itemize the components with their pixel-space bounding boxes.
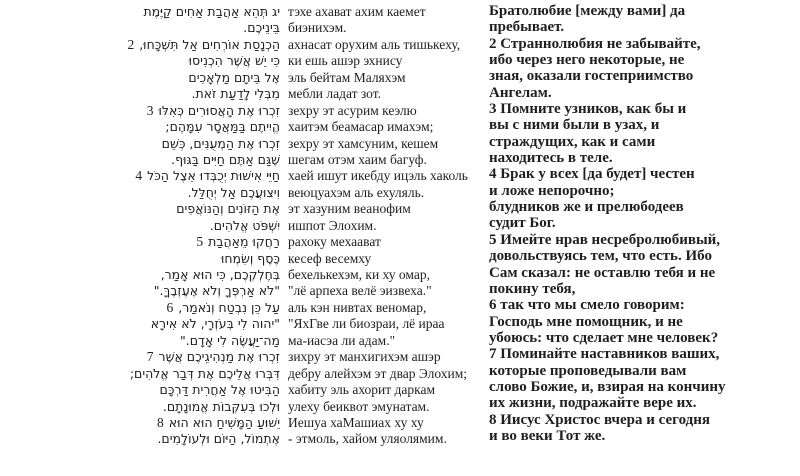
hebrew-text: יִשְׁפֹּט אֱלֹהִים.: [209, 217, 280, 233]
russian-line: убоюсь: что сделает мне человек?: [489, 329, 719, 346]
hebrew-line: [0, 152, 280, 168]
hebrew-line: [0, 168, 280, 184]
hebrew-text: יֵשׁוּעַ הַמָּשִׁיחַ הוּא הוּא: [168, 414, 280, 430]
russian-line: и во веки Тот же.: [489, 427, 606, 444]
transliteration-text: шегам отэм хаим багуф.: [288, 151, 427, 167]
hebrew-text: רַחֲקוּ מֵאַהֲבַת: [208, 234, 280, 250]
interlinear-row: [0, 316, 486, 332]
russian-line: Ангелам.: [489, 84, 552, 101]
transliteration-text: Иешуа хаМашиах ху ху: [288, 414, 424, 430]
transliteration-text: улеху беиквот эмунатам.: [288, 398, 430, 414]
hebrew-text: הַכְנָסַת אוֹרְחִים אַל תִּשְׁכָּחוּ,: [139, 36, 280, 52]
russian-line: 6 так что мы смело говорим:: [489, 297, 685, 314]
verse-number: 8: [156, 414, 164, 430]
hebrew-line: [0, 185, 280, 201]
hebrew-text: הַבִּיטוּ אֶל אַחֲרִית דַּרְכָּם: [159, 382, 280, 398]
hebrew-line: [0, 136, 280, 152]
russian-line: 8 Иисус Христос вчера и сегодня: [489, 411, 711, 428]
transliteration-text: зехру эт асурим кеэлю: [288, 102, 417, 118]
interlinear-row: [0, 152, 486, 168]
hebrew-text: עַל כֵּן נִבְטַח וְנֹאמַר,: [178, 299, 280, 315]
transliteration-text: бехелькехэм, ки ху омар,: [288, 267, 430, 282]
hebrew-text: וּלְכוּ בְּעִקְּבוֹת אֱמוּנָתָם.: [162, 398, 280, 414]
hebrew-text: "יהוה לִי בְּעֹזְרָי, לֹא אִירָא: [150, 316, 280, 332]
interlinear-row: [0, 251, 486, 267]
transliteration-text: "лё арпеха велё эизвеха.": [288, 283, 432, 299]
hebrew-line: [0, 119, 280, 135]
transliteration-text: хабиту эль ахорит даркам: [288, 382, 436, 398]
transliteration-text: эт хазуним веанофим: [288, 201, 411, 217]
transliteration-text: биэнихэм.: [288, 20, 347, 36]
interlinear-row: [0, 136, 486, 152]
transliteration-text: кесеф весемху: [288, 250, 372, 266]
verse-number: 3: [146, 102, 154, 118]
interlinear-row: [0, 399, 486, 415]
hebrew-line: [0, 251, 280, 267]
hebrew-text: זִכְרוּ אֶת הַמְעֻנִּים, כְּשֵׁם: [161, 135, 280, 151]
interlinear-row: [0, 300, 486, 316]
transliteration-text: - этмоль, хайом уляолямим.: [288, 431, 447, 447]
hebrew-line: [0, 234, 280, 250]
russian-line: 7 Поминайте наставников ваших,: [489, 346, 720, 363]
hebrew-line: [0, 399, 280, 415]
hebrew-line: [0, 366, 280, 382]
interlinear-row: [0, 382, 486, 398]
hebrew-line: [0, 103, 280, 119]
russian-translation-block: [489, 3, 800, 444]
hebrew-text: מִבְּלִי לָדַעַת זֹאת.: [191, 86, 280, 102]
transliteration-text: зехру эт хамсуним, кешем: [288, 135, 439, 151]
hebrew-text: בֵּינֵיכֶם.: [243, 20, 280, 36]
hebrew-text: אֶת הַזּוֹנִים וְהַנּוֹאֲפִים: [176, 201, 280, 217]
interlinear-row: [0, 415, 486, 431]
transliteration-text: ишпот Элохим.: [288, 217, 377, 233]
interlinear-row: [0, 20, 486, 36]
russian-line: судит Бог.: [489, 215, 556, 232]
russian-line: вы с ними были в узах, и: [489, 117, 660, 134]
russian-line: их жизни, подражайте вере их.: [489, 395, 697, 412]
interlinear-row: [0, 267, 486, 283]
hebrew-line: [0, 267, 280, 283]
hebrew-text: כֶּסֶף וְשִׂמְחוּ: [220, 250, 280, 266]
russian-line: пребывает.: [489, 19, 565, 36]
hebrew-text: אֶתְמוֹל, הַיּוֹם וּלְעוֹלָמִים.: [157, 431, 280, 447]
hebrew-text: "לֹא אַרְפְּךָ וְלֹא אֶעֶזְבֶךָּ.": [153, 283, 280, 299]
russian-line: и ложе непорочно;: [489, 182, 615, 199]
interlinear-row: [0, 103, 486, 119]
russian-line: Сам сказал: не оставлю тебя и не: [489, 264, 716, 281]
interlinear-row: [0, 70, 486, 86]
transliteration-text: дебру алейхэм эт двар Элохим;: [288, 365, 468, 381]
transliteration-text: "ЯхГве ли биозраи, лё ираа: [288, 316, 445, 332]
hebrew-text: אֶל בֵּיתָם מַלְאָכִים: [188, 69, 280, 85]
transliteration-text: хаей ишут икебду ицэль хаколь: [288, 168, 468, 184]
transliteration-text: ки ешь ашэр эхнису: [288, 53, 403, 69]
transliteration-text: ма-иасэа ли адам.": [288, 332, 396, 348]
transliteration-text: тэхе ахават ахим каемет: [288, 4, 426, 19]
interlinear-row: [0, 333, 486, 349]
transliteration-text: мебли ладат зот.: [288, 86, 382, 102]
transliteration-text: рахоку мехаават: [288, 234, 381, 250]
hebrew-line: [0, 4, 280, 20]
hebrew-line: [0, 431, 280, 447]
hebrew-text: שֶׁגַּם אַתֶּם חַיִּים בַּגּוּף.: [171, 151, 280, 167]
hebrew-text: וִיצוּעֲכֶם אַל יְחֻלַּל.: [187, 184, 280, 200]
interlinear-row: [0, 431, 486, 447]
russian-line: 2 Страннолюбия не забывайте,: [489, 35, 701, 52]
hebrew-text: כִּי יֵשׁ אֲשֶׁר הִכְנִיסוּ: [188, 53, 280, 69]
hebrew-line: [0, 20, 280, 36]
hebrew-text: יג תְּהֵא אַהֲבַת אַחִים קַיֶּמֶת: [143, 4, 280, 19]
russian-line: блудников же и прелюбодеев: [489, 199, 684, 216]
russian-line: находитесь в теле.: [489, 150, 613, 167]
russian-line: которые проповедывали вам: [489, 362, 687, 379]
hebrew-text: מַה־יַּעֲשֶׂה לִי אָדָם.": [180, 332, 280, 348]
interlinear-row: [0, 234, 486, 250]
russian-line: страждущих, как и сами: [489, 133, 656, 150]
hebrew-line: [0, 382, 280, 398]
hebrew-line: [0, 201, 280, 217]
interlinear-row: [0, 366, 486, 382]
hebrew-line: [0, 70, 280, 86]
verse-number: 4: [135, 168, 143, 184]
transliteration-text: хаитэм беамасар имахэм;: [288, 119, 434, 135]
hebrew-text: זִכְרוּ אֶת הָאֲסוּרִים כְּאִלּוּ: [158, 102, 280, 118]
russian-line: ибо через него некоторые, не: [489, 52, 685, 69]
interlinear-row: [0, 168, 486, 184]
transliteration-text: эль бейтам Маляхэм: [288, 69, 406, 85]
russian-line: 4 Брак у всех [да будет] честен: [489, 166, 695, 183]
russian-line: 5 Имейте нрав несребролюбивый,: [489, 231, 721, 248]
hebrew-line: [0, 37, 280, 53]
interlinear-row: [0, 349, 486, 365]
interlinear-row: [0, 201, 486, 217]
russian-line: 3 Помните узников, как бы и: [489, 101, 687, 118]
transliteration-text: ахнасат орухим аль тишькеху,: [288, 36, 461, 52]
hebrew-line: [0, 333, 280, 349]
verse-number: 2: [127, 36, 135, 52]
hebrew-text: דִּבְּרוּ אֲלֵיכֶם אֶת דְּבַר אֱלֹהִים;: [129, 365, 280, 381]
hebrew-line: [0, 415, 280, 431]
hebrew-text: הֱיִיתֶם בַּמַּאֲסָר עִמָּהֶם;: [165, 119, 280, 135]
hebrew-line: [0, 316, 280, 332]
russian-line: зная, оказали гостеприимство: [489, 68, 694, 85]
russian-line: Братолюбие [между вами] да: [489, 3, 686, 19]
transliteration-text: зихру эт манхигихэм ашэр: [288, 349, 441, 365]
transliteration-text: аль кэн нивтах веномар,: [288, 299, 427, 315]
hebrew-line: [0, 218, 280, 234]
verse-number: 5: [196, 234, 204, 250]
russian-line: довольствуясь тем, что есть. Ибо: [489, 248, 712, 265]
interlinear-block: [0, 4, 486, 448]
interlinear-row: [0, 4, 486, 20]
russian-line: покину тебя,: [489, 280, 576, 297]
interlinear-row: [0, 283, 486, 299]
hebrew-line: [0, 53, 280, 69]
interlinear-row: [0, 119, 486, 135]
hebrew-line: [0, 283, 280, 299]
interlinear-row: [0, 218, 486, 234]
verse-number: 7: [146, 349, 154, 365]
russian-line: слово Божие, и, взирая на кончину: [489, 378, 726, 395]
verse-number: 6: [166, 299, 174, 315]
interlinear-row: [0, 37, 486, 53]
transliteration-text: веюцуахэм аль ехуляль.: [288, 184, 425, 200]
hebrew-line: [0, 86, 280, 102]
hebrew-text: בְּחֶלְקְכֶם, כִּי הוּא אָמַר,: [160, 267, 280, 282]
interlinear-row: [0, 185, 486, 201]
hebrew-text: חַיֵּי אִישׁוּת יְכֻבְּדוּ אֵצֶל הַכֹּל: [147, 168, 280, 184]
interlinear-row: [0, 53, 486, 69]
russian-line: Господь мне помощник, и не: [489, 313, 683, 330]
hebrew-text: זִכְרוּ אֶת מַנְהִיגֵיכֶם אֲשֶׁר: [158, 349, 280, 365]
hebrew-line: [0, 300, 280, 316]
interlinear-row: [0, 86, 486, 102]
hebrew-line: [0, 349, 280, 365]
